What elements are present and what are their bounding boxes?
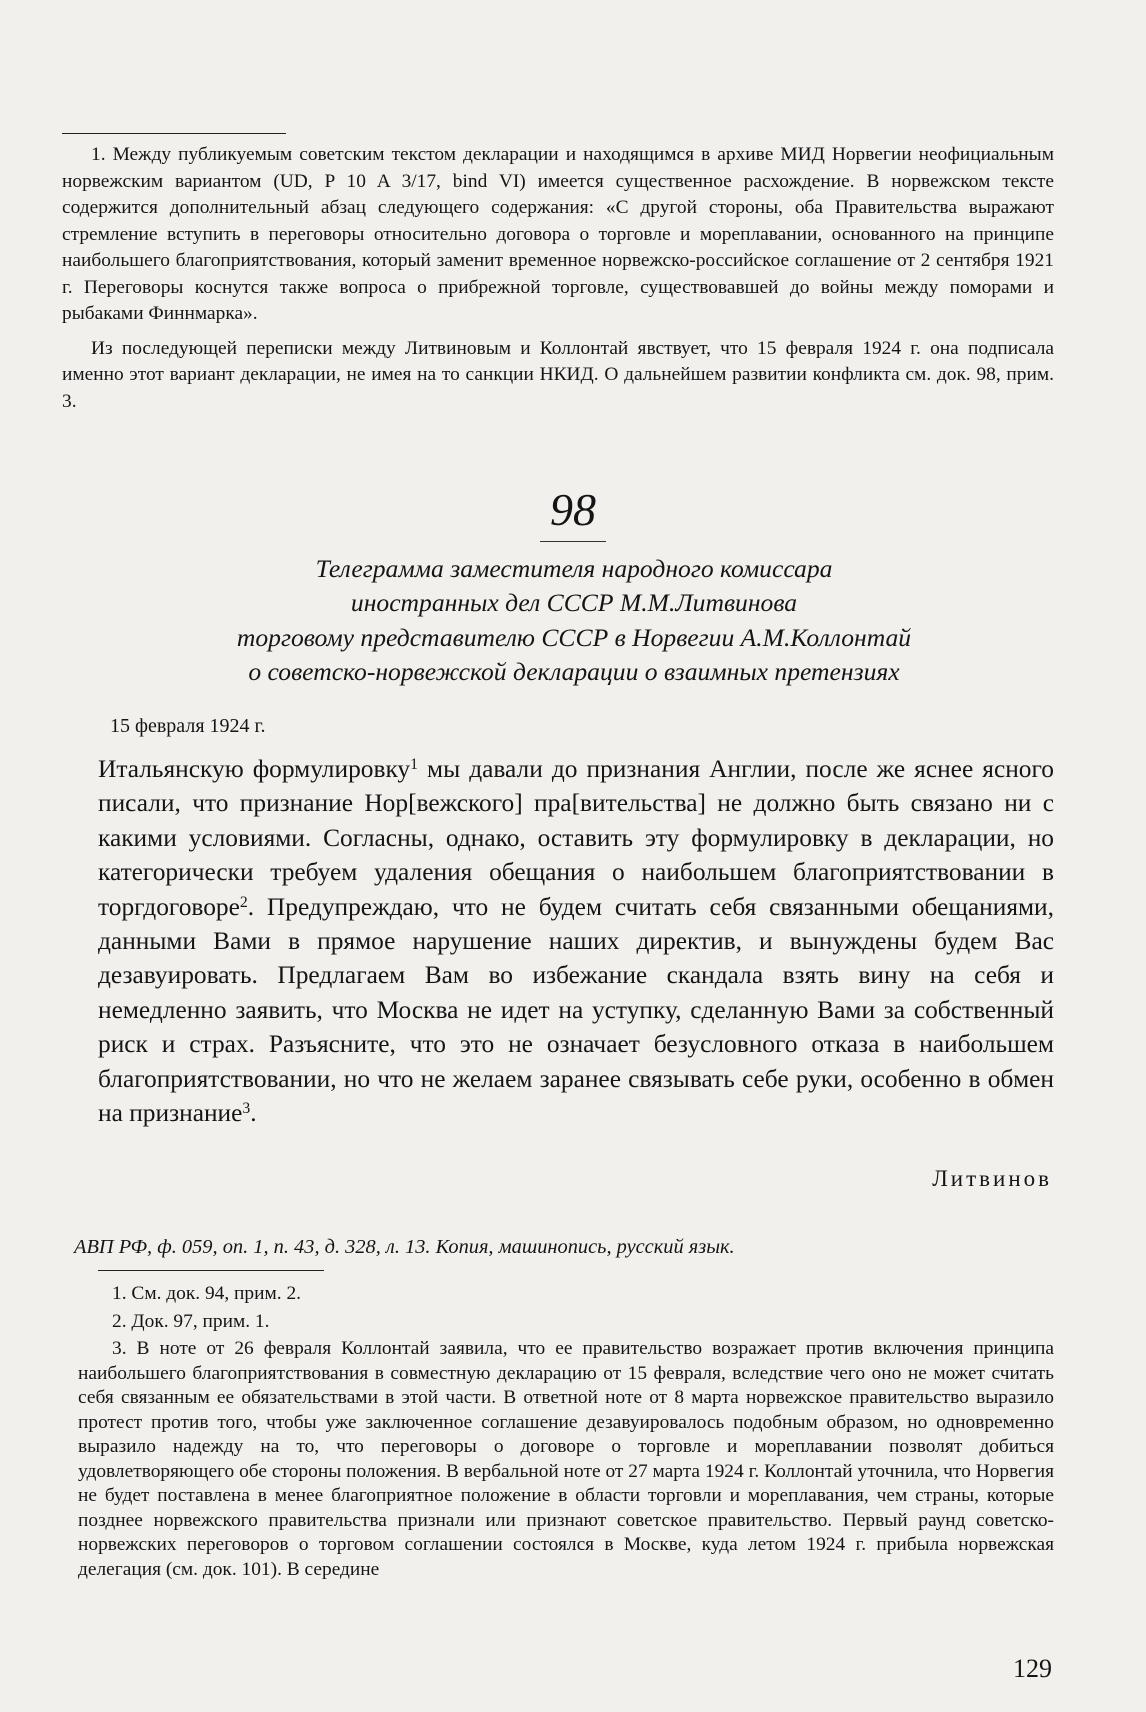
title-line-2: иностранных дел СССР М.М.Литвинова: [350, 588, 798, 618]
footnote-2: 2. Док. 97, прим. 1.: [112, 1310, 270, 1332]
archive-source: АВП РФ, ф. 059, оп. 1, п. 43, д. 328, л. 13. Копия, машинопись, русский язык.: [74, 1236, 735, 1258]
footnote-ref-1: 1: [410, 756, 418, 774]
document-number-underline: [540, 541, 606, 542]
body-paragraph: [98, 752, 1054, 1130]
telegram-body: [98, 752, 1054, 1130]
page-number: 129: [1013, 1654, 1052, 1683]
signature: Литвинов: [932, 1166, 1052, 1191]
preceding-footnote-2: Из последующей переписки между Литвиновым и Коллонтай явствует, что 15 февраля 1924 г. она подписала именно этот вариант декларации, не имея на то санкции НКИД. О дальнейшем развитии конфликта см. док. 98, прим. 3.: [62, 337, 1054, 412]
preceding-footnote-1: 1. Между публикуемым советским текстом декларации и находящимся в архиве МИД Норвегии неофициальным норвежским вариантом (UD, P 10 A 3/17, bind VI) имеется существенное расхождение. В норвежском тексте содержится дополнительный абзац следующего содержания: «С другой стороны, оба Правительства выражают стремление вступить в переговоры относительно договора о торговле и мореплавании, основанного на принципе наибольшего благоприятствования, который заменит временное норвежско-российское соглашение от 2 сентября 1921 г. Переговоры коснутся также вопроса о прибрежной торговле, существовавшей до войны между поморами и рыбаками Финнмарка».: [62, 144, 1054, 324]
title-line-3: торговому представителю СССР в Норвегии А.М.Коллонтай: [236, 622, 912, 652]
preceding-footnote: [62, 142, 1054, 415]
footnotes-rule: [98, 1270, 324, 1271]
document-number: 98: [550, 484, 596, 535]
top-footnote-rule: [62, 133, 286, 134]
body-text-1: Итальянскую формулировку: [98, 755, 411, 783]
footnote-ref-3: 3: [242, 1100, 251, 1118]
body-text-3: . Предупреждаю, что не будем считать себя связанными обещаниями, данными Вами в прямое нарушение наших директив, и вынуждены будем Вас дезавуировать. Предлагаем Вам во избежание скандала взять вину на себя и немедленно заявить, что Москва не идет на уступку, сделанную Вами за собственный риск и страх. Разъясните, что это не означает безусловного отказа в наибольшем благоприятствовании, но что не желаем заранее связывать себе руки, особенно в обмен на признание: [98, 892, 1054, 1128]
title-line-1: Телеграмма заместителя народного комиссара: [315, 554, 833, 583]
title-line-4: о советско-норвежской декларации о взаимных претензиях: [248, 656, 900, 686]
document-date: 15 февраля 1924 г.: [110, 715, 266, 737]
footnote-1: 1. См. док. 94, прим. 2.: [112, 1283, 302, 1304]
footnotes: [78, 1282, 1054, 1582]
footnote-3: 3. В ноте от 26 февраля Коллонтай заявила, что ее правительство возражает против включения принципа наибольшего благоприятствования в совместную декларацию от 15 февраля, вследствие чего оно не может считать себя связанным ее обязательствами в этой части. В ответной ноте от 8 марта норвежское правительство выразило протест против того, чтобы уже заключенное соглашение дезавуировалось подобным образом, но одновременно выразило надежду на то, что переговоры о договоре о торговле и мореплавании позволят добиться удовлетворяющего обе стороны положения. В вербальной ноте от 27 марта 1924 г. Коллонтай уточнила, что Норвегия не будет поставлена в менее благоприятное положение в области торговли и мореплавания, чем страны, которые позднее норвежского правительства признали или признают советское правительство. Первый раунд советско-норвежских переговоров о торговом соглашении состоялся в Москве, куда летом 1924 г. прибыла норвежская делегация (см. док. 101). В середине: [78, 1338, 1054, 1580]
footnote-ref-2: 2: [239, 893, 248, 911]
document-title: [60, 552, 1088, 689]
body-text-2: мы давали до признания Англии, после же яснее ясного писали, что признание Нор[вежского] пра[вительства] не должно быть связано ни с какими условиями. Согласны, однако, оставить эту формулировку в декларации, но категорически требуем удаления обещания о наибольшем благоприятствовании в торгдоговоре: [98, 755, 1054, 921]
body-text-4: .: [250, 1099, 257, 1128]
